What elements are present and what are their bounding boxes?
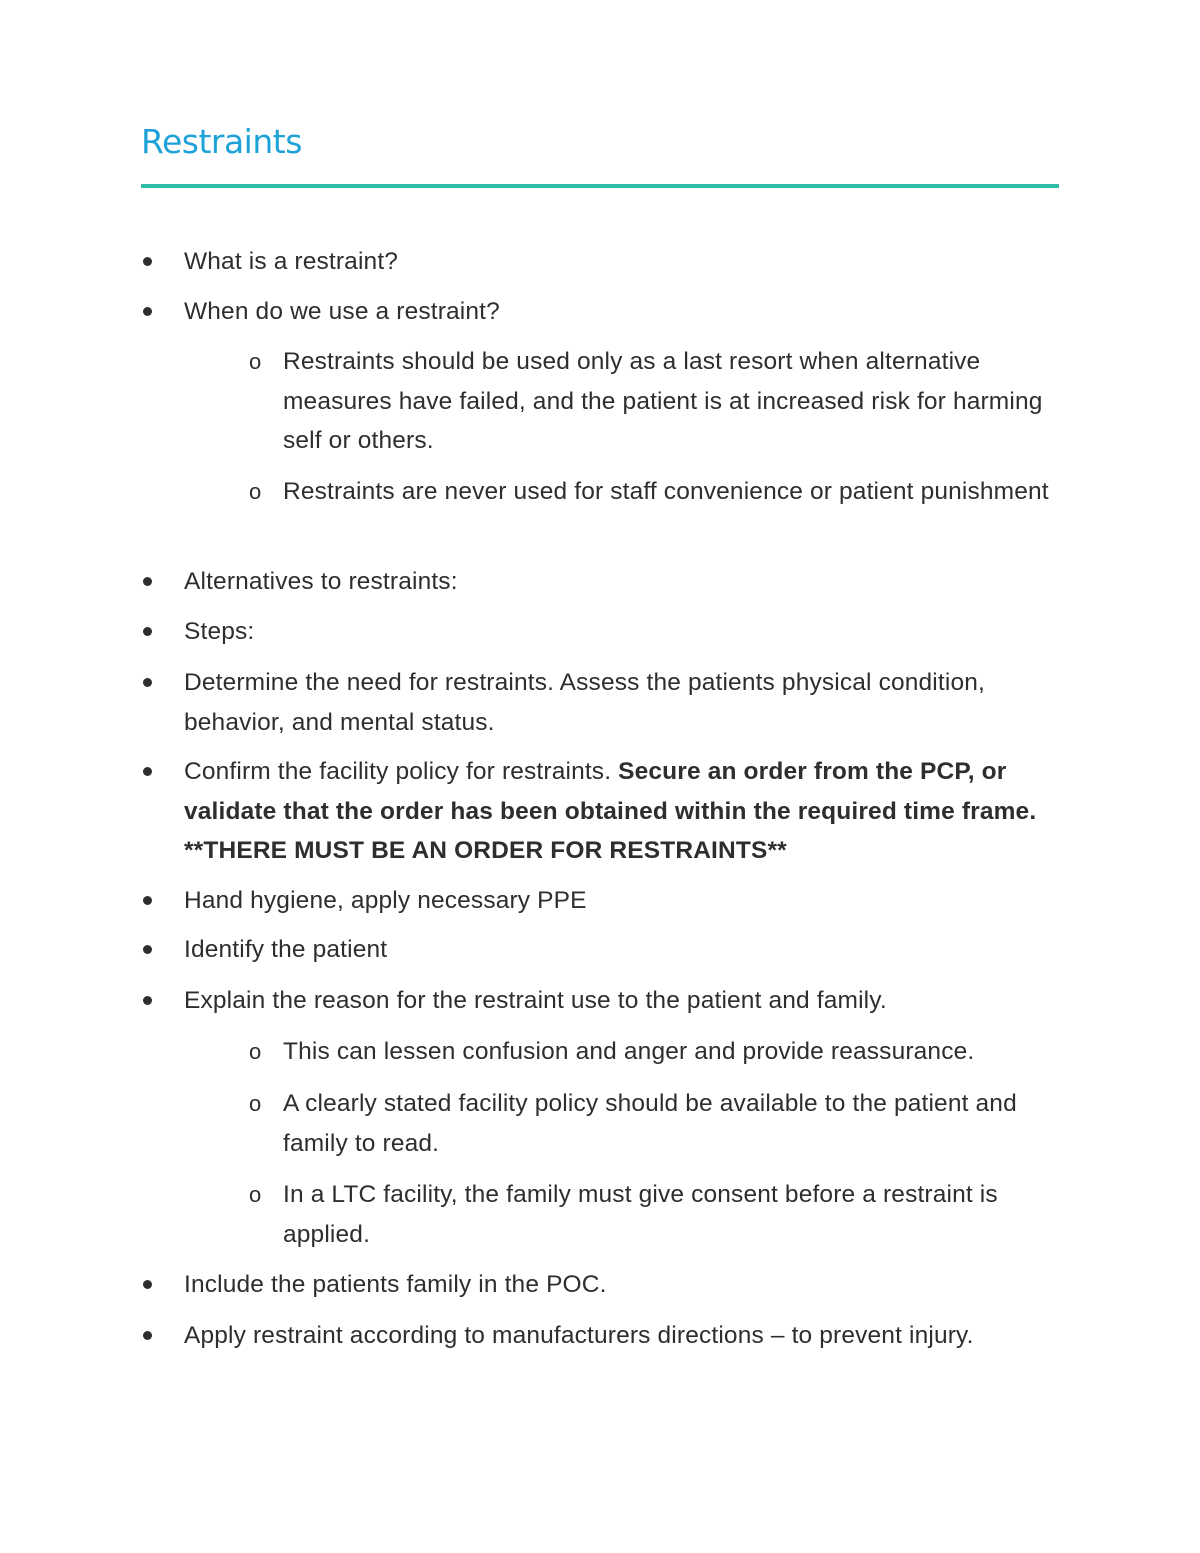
sub-list-item: In a LTC facility, the family must give consent before a restraint is applied. (283, 1181, 998, 1248)
list-item: Determine the need for restraints. Assess the patients physical condition, behavior, and mental status. (184, 669, 985, 736)
list-item (184, 752, 1074, 871)
bullet-dot (143, 896, 152, 905)
sub-list-item: This can lessen confusion and anger and provide reassurance. (283, 1038, 975, 1065)
title-divider (141, 184, 1059, 188)
sub-bullet-marker: o (249, 1091, 262, 1116)
list-item-emphasis: Secure an order from the PCP, or validate that the order has been obtained within the required time frame. **THERE MUST BE AN ORDER FOR RESTRAINTS** (184, 758, 1037, 864)
bullet-dot (143, 767, 152, 776)
sub-list-item: Restraints should be used only as a last resort when alternative measures have failed, and the patient is at increased risk for harming self or others. (283, 348, 1043, 454)
bullet-dot (143, 257, 152, 266)
list-item: Alternatives to restraints: (184, 568, 458, 595)
list-item: Hand hygiene, apply necessary PPE (184, 887, 587, 914)
list-item: When do we use a restraint? (184, 298, 500, 325)
sub-bullet-marker: o (249, 1182, 262, 1207)
list-item: Identify the patient (184, 936, 388, 963)
bullet-dot (143, 577, 152, 586)
list-item-text: Confirm the facility policy for restraints. (184, 758, 619, 785)
list-item: Apply restraint according to manufacturers directions – to prevent injury. (184, 1322, 974, 1349)
bullet-dot (143, 627, 152, 636)
sub-list-item: A clearly stated facility policy should be available to the patient and family to read. (283, 1090, 1017, 1157)
bullet-dot (143, 1280, 152, 1289)
bullet-dot (143, 1331, 152, 1340)
list-item: Steps: (184, 618, 255, 645)
sub-bullet-marker: o (249, 479, 262, 504)
bullet-dot (143, 996, 152, 1005)
list-item: Explain the reason for the restraint use to the patient and family. (184, 987, 887, 1014)
bullet-dot (143, 307, 152, 316)
list-item: Include the patients family in the POC. (184, 1271, 607, 1298)
page-title: Restraints (141, 122, 302, 161)
sub-bullet-marker: o (249, 349, 262, 374)
bullet-dot (143, 945, 152, 954)
list-item: What is a restraint? (184, 248, 399, 275)
bullet-dot (143, 678, 152, 687)
sub-list-item: Restraints are never used for staff convenience or patient punishment (283, 478, 1049, 505)
sub-bullet-marker: o (249, 1039, 262, 1064)
